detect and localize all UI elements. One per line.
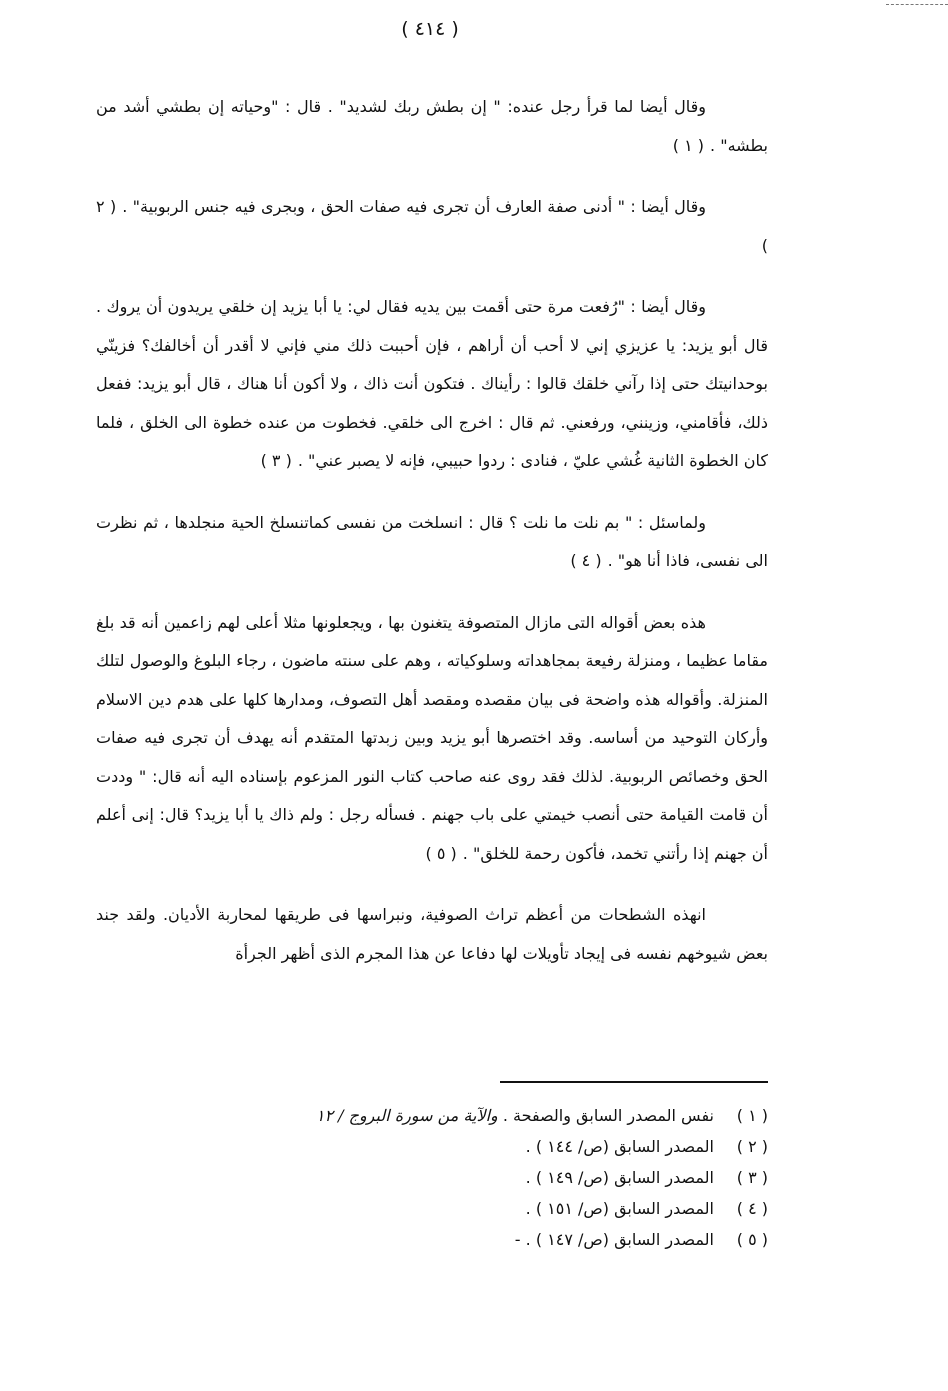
- footnote-number: ( ١ ): [736, 1106, 768, 1125]
- footnote-ref: ( ٥ ): [425, 843, 457, 863]
- page-number: ( ٤١٤ ): [401, 18, 459, 40]
- paragraph-text: وقال أيضا : "رُفعت مرة حتى أقمت بين يديه فقال لي: يا أبا يزيد إن خلقي يريدون أن يروك . قال أبو يزيد: يا عزيزي إني لا أحب أن أراهم ، فإن أحببت ذلك مني فإني لا أقدر أن أخالفك؟ فزينّي بوحدانيتك حتى إذا رآني خلقك قالوا : رأيناك . فتكون أنت ذاك ، ولا أكون أنا هناك ، قال أبو يزيد: ففعل ذلك، فأقامني، وزينني، ورفعني. ثم قال : اخرج الى خلقي. فخطوت من عنده خطوة الى الخلق ، فلما كان الخطوة الثانية غُشي عليّ ، فنادى : ردوا حبيبي، فإنه لا يصبر عني" .: [96, 297, 768, 470]
- paragraph-1: [96, 88, 768, 165]
- footnote-ref: ( ٢ ): [96, 197, 768, 255]
- footnote-text: المصدر السابق (ص/ ١٤٤ ) .: [525, 1137, 714, 1156]
- footnote-ref: ( ١ ): [672, 135, 705, 155]
- footnote-text: المصدر السابق (ص/ ١٤٩ ) .: [525, 1168, 714, 1187]
- footnote-text: المصدر السابق (ص/ ١٥١ ) .: [525, 1199, 714, 1218]
- footnote-text: المصدر السابق (ص/ ١٤٧ ) . -: [514, 1230, 714, 1249]
- footnotes: [260, 1100, 768, 1255]
- paragraph-5: [96, 604, 768, 874]
- footnote-number: ( ٤ ): [736, 1199, 768, 1218]
- footnote-number: ( ٥ ): [736, 1230, 768, 1249]
- footnote-text: [260, 1100, 714, 1131]
- footnote-1: [260, 1100, 768, 1131]
- footnote-number: ( ٢ ): [736, 1137, 768, 1156]
- handwritten-note: والآية من سورة البروج / ١٢: [315, 1106, 498, 1125]
- footnote-divider: [500, 1081, 768, 1083]
- paragraph-3: [96, 288, 768, 481]
- paragraph-text: ولماسئل : " بم نلت ما نلت ؟ قال : انسلخت من نفسى كماتنسلخ الحية منجلدها ، ثم نظرت الى نفسى، فاذا أنا هو" .: [96, 512, 768, 570]
- footnote-2: [260, 1131, 768, 1162]
- paragraph-6: [96, 896, 768, 973]
- footnote-number: ( ٣ ): [736, 1168, 768, 1187]
- paragraph-text: هذه بعض أقواله التى مازال المتصوفة يتغنون بها ، ويجعلونها مثلا أعلى لهم زاعمين أنه قد بلغ مقاما عظيما ، ومنزلة رفيعة بمجاهداته وسلوكياته ، وهم على سنته ماضون ، رجاء البلوغ والوصول لتلك المنزلة. وأقواله هذه واضحة فى بيان مقصده ومقصد أهل التصوف، ومدارها كلها على هدم دين الاسلام وأركان التوحيد من أساسه. وقد اختصرها أبو يزيد وبين زبدتها المتقدم أنه يهدف أن تجرى فيه صفات الحق وخصائص الربوبية. لذلك فقد روى عنه صاحب كتاب النور المزعوم بإسناده اليه أنه قال: " وددت أن قامت القيامة حتى أنصب خيمتي على باب جهنم . فسأله رجل : ولم ذاك يا أبا يزيد؟ قال: إنى أعلم أن جهنم إذا رأتني تخمد، فأكون رحمة للخلق" .: [96, 612, 768, 863]
- body-text: [96, 88, 768, 973]
- footnote-4: [260, 1193, 768, 1224]
- paragraph-text: انهذه الشطحات من أعظم تراث الصوفية، ونبراسها فى طريقها لمحاربة الأديان. ولقد جند بعض شيوخهم نفسه فى إيجاد تأويلات لها دفاعا عن هذا المجرم الذى أظهر الجرأة: [96, 905, 768, 963]
- paragraph-text: وقال أيضا لما قرأ رجل عنده: " إن بطش ربك لشديد" . قال : "وحياته إن بطشي أشد من بطشه" .: [96, 97, 768, 155]
- footnote-5: [260, 1224, 768, 1255]
- footnote-ref: ( ٣ ): [260, 451, 292, 470]
- footnote-3: [260, 1162, 768, 1193]
- paragraph-4: [96, 504, 768, 581]
- footnote-ref: ( ٤ ): [570, 551, 602, 570]
- footnote-source: نفس المصدر السابق والصفحة .: [502, 1106, 714, 1125]
- corner-scan-mark: [886, 4, 948, 5]
- paragraph-2: [96, 188, 768, 265]
- paragraph-text: وقال أيضا : " أدنى صفة العارف أن تجرى فيه صفات الحق ، وبجرى فيه جنس الربوبية" .: [122, 197, 707, 216]
